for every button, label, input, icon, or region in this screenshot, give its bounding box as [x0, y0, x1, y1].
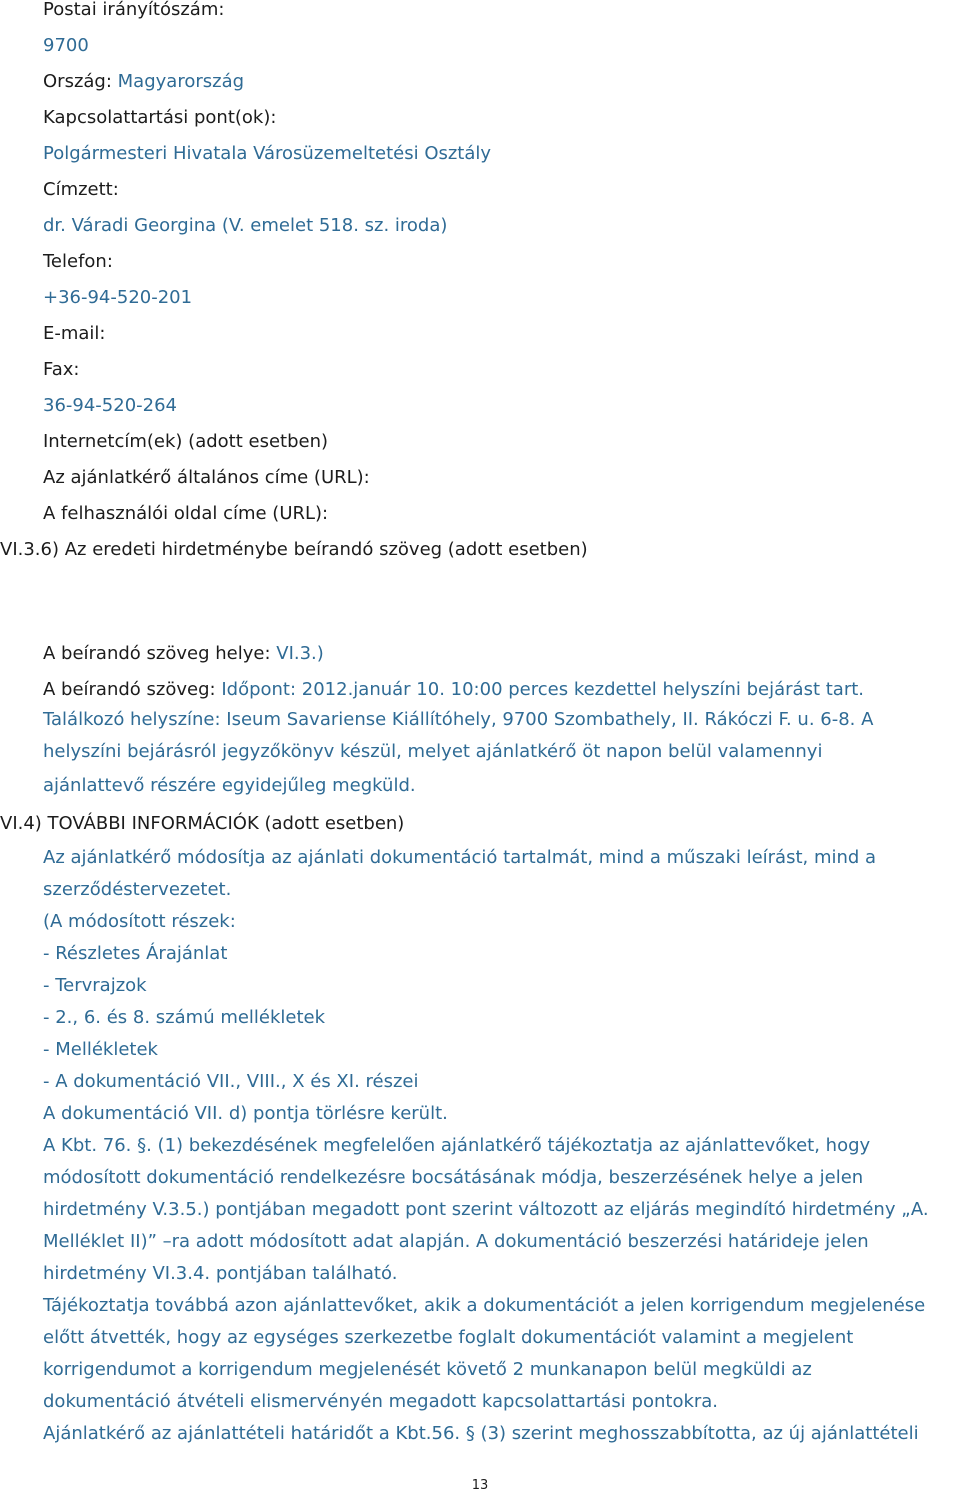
replace-text-line2: Találkozó helyszíne: Iseum Savariense Kiállítóhely, 9700 Szombathely, II. Rákóczi F. u. 6-8. A — [43, 709, 874, 730]
info-line: dokumentáció átvételi elismervényén megadott kapcsolattartási pontokra. — [43, 1391, 719, 1412]
info-line: szerződéstervezetet. — [43, 879, 232, 900]
info-line: korrigendumot a korrigendum megjelenését követő 2 munkanapon belül megküldi az — [43, 1359, 812, 1380]
country-row — [43, 70, 244, 94]
section-vi36-heading: VI.3.6) Az eredeti hirdetménybe beírandó szöveg (adott esetben) — [0, 539, 588, 560]
info-line: Tájékoztatja továbbá azon ajánlattevőket, akik a dokumentációt a jelen korrigendum megjelenése — [43, 1295, 926, 1316]
info-line: (A módosított részek: — [43, 911, 236, 932]
replace-text-line3: helyszíni bejárásról jegyzőkönyv készül, melyet ajánlatkérő öt napon belül valamennyi — [43, 741, 823, 762]
page-number: 13 — [471, 1478, 489, 1493]
info-line: A Kbt. 76. §. (1) bekezdésének megfelelően ajánlatkérő tájékoztatja az ajánlattevőket, hogy — [43, 1135, 871, 1156]
replace-text-row — [43, 678, 864, 702]
phone-label: Telefon: — [43, 251, 113, 272]
info-line: A dokumentáció VII. d) pontja törlésre került. — [43, 1103, 448, 1124]
info-line: - A dokumentáció VII., VIII., X és XI. részei — [43, 1071, 419, 1092]
info-line: Az ajánlatkérő módosítja az ajánlati dokumentáció tartalmát, mind a műszaki leírást, mind a — [43, 847, 877, 868]
info-line: előtt átvették, hogy az egységes szerkezetbe foglalt dokumentációt valamint a megjelent — [43, 1327, 854, 1348]
info-line: Ajánlatkérő az ajánlattételi határidőt a Kbt.56. § (3) szerint meghosszabbította, az új ajánlattételi — [43, 1423, 919, 1444]
info-line: - Tervrajzok — [43, 975, 147, 996]
info-line: Melléklet II)” –ra adott módosított adat alapján. A dokumentáció beszerzési határideje jelen — [43, 1231, 869, 1252]
postal-code-label: Postai irányítószám: — [43, 0, 225, 20]
replace-text-label: A beírandó szöveg: — [43, 679, 216, 700]
internet-label: Internetcím(ek) (adott esetben) — [43, 431, 329, 452]
replace-place-value: VI.3.) — [276, 643, 324, 664]
info-line: módosított dokumentáció rendelkezésre bocsátásának módja, beszerzésének helye a jelen — [43, 1167, 864, 1188]
info-line: - Mellékletek — [43, 1039, 158, 1060]
fax-value: 36-94-520-264 — [43, 395, 178, 416]
contact-points-label: Kapcsolattartási pont(ok): — [43, 107, 277, 128]
addressee-label: Címzett: — [43, 179, 119, 200]
info-line: hirdetmény VI.3.4. pontjában található. — [43, 1263, 398, 1284]
replace-place-label: A beírandó szöveg helye: — [43, 643, 271, 664]
buyer-profile-label: A felhasználói oldal címe (URL): — [43, 503, 329, 524]
phone-value: +36-94-520-201 — [43, 287, 193, 308]
replace-text-line4: ajánlattevő részére egyidejűleg megküld. — [43, 775, 416, 796]
info-line: - 2., 6. és 8. számú mellékletek — [43, 1007, 326, 1028]
info-line: hirdetmény V.3.5.) pontjában megadott pont szerint változott az eljárás megindító hirdetmény „A. — [43, 1199, 929, 1220]
replace-place-row — [43, 642, 324, 666]
contact-points-value: Polgármesteri Hivatala Városüzemeltetési Osztály — [43, 143, 492, 164]
postal-code-value: 9700 — [43, 35, 89, 56]
email-label: E-mail: — [43, 323, 106, 344]
replace-text-line1: Időpont: 2012.január 10. 10:00 perces kezdettel helyszíni bejárást tart. — [221, 679, 865, 700]
addressee-value: dr. Váradi Georgina (V. emelet 518. sz. iroda) — [43, 215, 448, 236]
country-value: Magyarország — [117, 71, 245, 92]
info-line: - Részletes Árajánlat — [43, 943, 228, 964]
section-vi4-heading: VI.4) TOVÁBBI INFORMÁCIÓK (adott esetben) — [0, 813, 405, 834]
general-url-label: Az ajánlatkérő általános címe (URL): — [43, 467, 370, 488]
country-label: Ország: — [43, 71, 112, 92]
fax-label: Fax: — [43, 359, 80, 380]
